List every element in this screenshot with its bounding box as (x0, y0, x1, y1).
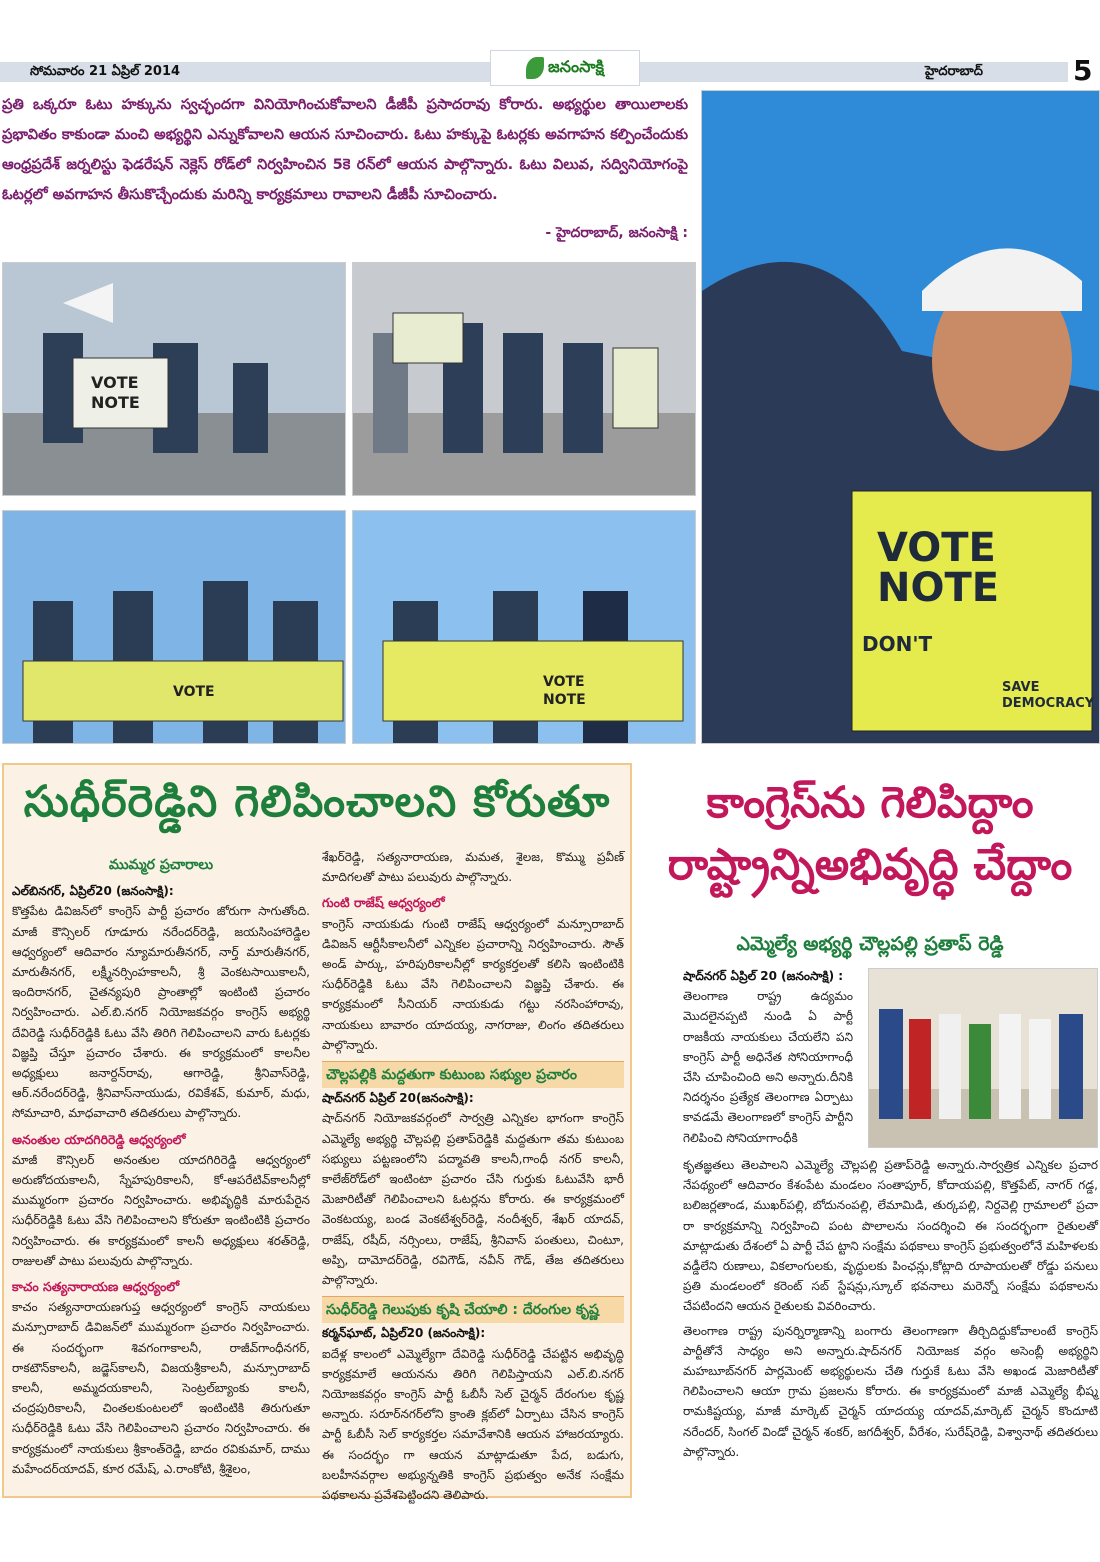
right-headline-1: కాంగ్రెస్‌ను గెలిపిద్దాం (706, 778, 1034, 828)
sign-save: SAVE (1002, 680, 1040, 695)
left-col2-para1: శేఖర్‌రెడ్డి, సత్యనారాయణ, మమత, శైలజ, కొమ్ము ప్రవీణ్ మాదిగలతో పాటు పలువురు పాల్గొన్నారు. (322, 850, 624, 885)
left-col2-para3: షాద్‌నగర్ నియోజకవర్గంలో సార్వత్రి ఎన్నికల భాగంగా కాంగ్రెస్ ఎమ్మెల్యే అభ్యర్థి చౌల్లపల్లి ప్రతాప్‌రెడ్డికి మద్దతుగా తమ కుటుంబ సభ్యులు పట్టణంలోని పద్మావతి కాలనీ,గాంధీ నగర్ కాలనీ, కాలేజ్‌రోడ్‌లో ఇంటింటా ప్రచారం చేసి గుర్తుకు ఓటువేసి భారీ మెజారిటీతో గెలిపించాలని ఓటర్లను కోరారు. ఈ కార్యక్రమంలో వెంకటయ్య, బండ వెంకటేశ్వర్‌రెడ్డి, నందీశ్వర్, శేఖర్ యాదవ్, రాజేష్, రషీద్, నర్సింలు, రాజేష్, శ్రీనివాస్ పంతులు, చింటూ, అప్పి, దామోదర్‌రెడ్డి, రవిగౌడ్, నవీన్ గౌడ్, తేజ తదితరులు పాల్గొన్నారు. (322, 1111, 624, 1288)
page-number: 5 (1073, 54, 1093, 87)
logo-text: జనంసాక్షి (548, 56, 604, 76)
photo-salute-1 (2, 510, 346, 744)
left-dateline-3: కర్మన్‌ఘాట్, ఏప్రిల్20 (జనంసాక్షి): (322, 1326, 486, 1341)
left-col1-subhead-2: అనంతుల యాదగిరిరెడ్డి ఆధ్వర్యంలో (12, 1131, 186, 1147)
sign-note: NOTE (91, 393, 140, 412)
left-dateline-2: షాద్‌నగర్ ఏప్రిల్ 20(జనంసాక్షి): (322, 1091, 474, 1106)
photo-salute-2 (352, 510, 696, 744)
sign-democracy: DEMOCRACY (1002, 696, 1095, 711)
left-dateline-1: ఎల్‌బినగర్, ఏప్రిల్20 (జనంసాక్షి): (12, 884, 174, 899)
right-dateline: షాద్‌నగర్ ఏప్రిల్ 20 (జనంసాక్షి) : (683, 969, 844, 983)
left-col1-para3: కాచం సత్యనారాయణగుప్త ఆధ్వర్యంలో కాంగ్రెస్ నాయకులు మన్సూరాబాద్ డివిజన్‌లో ముమ్మరంగా ప్రచారం నిర్వహించారు. ఈ సందర్భంగా శివగంగాకాలనీ, రాజీవ్‌గాంధీనగర్, రాకటౌన్‌కాలనీ, జడ్జెస్‌కాలనీ, విజయశ్రీకాలనీ, మన్సూరాబాద్ కాలనీ, అమ్మదయకాలనీ, సెంట్రల్‌బ్యాంకు కాలనీ, చంద్రపురికాలనీ, చింతలకుంటలలో ఇంటింటికి తిరుగుతూ సుధీర్‌రెడ్డికి ఓటు వేసి గెలిపించాలని ప్రచారం నిర్వహించారు. ఈ కార్యక్రమంలో నాయకులు శ్రీకాంత్‌రెడ్డి, బాదం రవికుమార్, దాము మహేందర్‌యాదవ్, కూర రమేష్, ఎ.రాంకోటి, శ్రీశైలం, (12, 1300, 310, 1476)
photo-run-1 (2, 262, 346, 496)
masthead (0, 48, 1100, 88)
left-col-2 (322, 847, 624, 1505)
newspaper-logo (490, 50, 640, 86)
left-col2-subhead-1: గుంటి రాజేష్ ఆధ్వర్యంలో (322, 895, 445, 911)
sign-vote: VOTE (91, 373, 139, 392)
photo-campaign-group (868, 968, 1098, 1148)
left-article (2, 763, 632, 1503)
issue-date: సోమవారం 21 ఏప్రిల్ 2014 (30, 64, 181, 79)
sign-vote: VOTE (877, 525, 996, 571)
left-col1-subhead-3: కాచం సత్యనారాయణ ఆధ్వర్యంలో (12, 1279, 180, 1295)
sign-dont: DON'T (862, 632, 933, 656)
left-subhead: ముమ్మర ప్రచారాలు (108, 857, 214, 873)
left-col2-para4: ఐదేళ్ల కాలంలో ఎమ్మెల్యేగా దేవిరెడ్డి సుధీర్‌రెడ్డి చేపట్టిన అభివృద్ధి కార్యక్రమాలే ఆయనను తిరిగి గెలిపిస్తాయని ఎల్.బి.నగర్ నియోజకవర్గం కాంగ్రెస్ పార్టీ ఓబీసీ సెల్ చైర్మన్ దేరంగుల కృష్ణ అన్నారు. సరూర్‌నగర్‌లోని క్రాంతి క్లబ్‌లో ఏర్పాటు చేసిన కాంగ్రెస్ పార్టీ ఓబీసీ సెల్ కార్యకర్తల సమావేశానికి ఆయన హాజరయ్యారు. ఈ సందర్భం గా ఆయన మాట్లాడుతూ పేద, బడుగు, బలహీనవర్గాల అభ్యున్నతికి కాంగ్రెస్ ప్రభుత్వం అనేక సంక్షేమ పథకాలను ప్రవేశపెట్టిందని తెలిపారు. (322, 1346, 624, 1503)
sign-note: NOTE (877, 565, 1000, 611)
sign-vote: VOTE (173, 684, 215, 700)
left-col1-para1: కొత్తపేట డివిజన్‌లో కాంగ్రెస్ పార్టీ ప్రచారం జోరుగా సాగుతోంది. మాజీ కౌన్సిలర్ గూడూరు నరేందర్‌రెడ్డి, జయసింహారెడ్డిల ఆధ్వర్యంలో ఆదివారం న్యూమారుతీనగర్, నార్త్ మారుతీనగర్, మారుతీనగర్, లక్ష్మీనర్సింహకాలనీ, శ్రీ వెంకటసాయికాలనీ, ఇందిరానగర్, చైతన్యపురి ప్రాంతాల్లో ఇంటింటి ప్రచారం నిర్వహించారు. ఎల్.బి.నగర్ నియోజకవర్గం కాంగ్రెస్ అభ్యర్థి దేవిరెడ్డి సుధీర్‌రెడ్డికి ఓటు వేసి తిరిగి గెలిపించాలని వారు ఓటర్లకు విజ్ఞప్తి చేస్తూ ప్రచారం చేశారు. ఈ కార్యక్రమంలో కాలనీల అధ్యక్షులు జనార్దన్‌రావు, ఆగారెడ్డి, శ్రీనివాస్‌రెడ్డి, ఆర్.నరేందర్‌రెడ్డి, శ్రీనివాస్‌నాయుడు, రవికేశవ్, కుమార్, మధు, సోమాచారి, మాధవాచారి తదితరులు పాల్గొన్నారు. (12, 904, 310, 1121)
left-col-1 (12, 855, 310, 1479)
right-headline-2: రాష్ట్రాన్నిఅభివృద్ధి చేద్దాం (667, 840, 1073, 890)
left-col2-para2: కాంగ్రెస్ నాయకుడు గుంటి రాజేష్ ఆధ్వర్యంలో మన్సూరాబాద్ డివిజన్ ఆర్టీసీకాలనీలో ఎన్నికల ప్రచారాన్ని నిర్వహించారు. సౌత్ అండ్ పార్కు, హరిపురికాలనీల్లో కార్యకర్తలతో కలిసి ఇంటింటికి సుధీర్‌రెడ్డికి ఓటు వేసి గెలిపించాలని విజ్ఞప్తి చేశారు. ఈ కార్యక్రమంలో సీనియర్ నాయకుడు గట్టు నరసింహారావు, నాయకులు బావారం యాదయ్య, నాగరాజు, లింగం తదితరులు పాల్గొన్నారు. (322, 916, 624, 1052)
left-col1-para2: మాజీ కౌన్సిలర్ అనంతుల యాదగిరిరెడ్డి ఆధ్వర్యంలో అరుణోదయకాలనీ, స్నేహపురికాలనీ, కో-ఆపరేటివ్‌కాలనీల్లో ముమ్మరంగా ప్రచారం నిర్వహించారు. అభివృద్ధికి మారుపేరైన సుధీర్‌రెడ్డికి ఓటు వేసి గెలిపించాలని కోరుతూ ఇంటింటికి ప్రచారం నిర్వహించారు. ఈ కార్యక్రమంలో కాలనీ అధ్యక్షులు శరత్‌రెడ్డి, రాజులతో పాటు పలువురు పాల్గొన్నారు. (12, 1152, 310, 1268)
right-col-para1: తెలంగాణ రాష్ట్ర ఉద్యమం మొదలైనప్పటి నుండి ఏ పార్టీ రాజకీయ నాయకులు చేయలేని పని కాంగ్రెస్ పార్టీ అధినేత సోనియాగాంధీ చేసి చూపించింది అని అన్నారు.దీనికి నిదర్శనం ప్రత్యేక తెలంగాణ ఏర్పాటు కావడమే తెలంగాణలో కాంగ్రెస్ పార్టీని గెలిపించి సోనియాగాంధీకి (683, 989, 853, 1145)
right-body (683, 1155, 1098, 1462)
left-headline: సుధీర్‌రెడ్డిని గెలిపించాలని కోరుతూ (23, 777, 611, 827)
sign-vote: VOTE (543, 674, 585, 690)
right-subhead: ఎమ్మెల్యే అభ్యర్థి చౌల్లపల్లి ప్రతాప్ రెడ్డి (736, 933, 1004, 955)
right-body-para2: తెలంగాణ రాష్ట్ర పునర్నిర్మాణాన్ని బంగారు తెలంగాణగా తీర్చిదిద్దుకోవాలంటే కాంగ్రెస్ పార్టీతోనే సాధ్యం అని అన్నారు.షాద్‌నగర్ నియోజక వర్గం అసెంబ్లీ అభ్యర్థిని మహబూబ్‌నగర్ పార్లమెంట్ అభ్యర్థులను చేతి గుర్తుకే ఓటు వేసి అఖండ మెజారిటీతో గెలిపించాలని ఆయా గ్రామ ప్రజలను కోరారు. ఈ కార్యక్రమంలో మాజీ ఎమ్మెల్యే భీష్మ రామకిష్టయ్య, మాజీ మార్కెట్ చైర్మన్ యాదయ్య యాదవ్,మార్కెట్ చైర్మన్ కొందూటి నరేందర్, సింగల్ విండో చైర్మన్ శంకర్, జగదీశ్వర్, వీరేశం, సురేష్‌రెడ్డి, విశ్వానాథ్ తదితరులు పాల్గొన్నారు. (683, 1323, 1098, 1459)
left-col2-boxhead-1: చౌల్లపల్లికి మద్దతుగా కుటుంబ సభ్యుల ప్రచారం (322, 1061, 624, 1088)
intro-credit: - హైదరాబాద్, జనంసాక్షి : (545, 225, 688, 241)
intro-paragraph: ప్రతి ఒక్కరూ ఓటు హక్కును స్వచ్ఛందగా వినియోగించుకోవాలని డీజీపీ ప్రసాదరావు కోరారు. అభ్యర్థుల తాయిలాలకు ప్రభావితం కాకుండా మంచి అభ్యర్థిని ఎన్నుకోవాలని ఆయన సూచించారు. ఓటు హక్కుపై ఓటర్లకు అవగాహన కల్పించేందుకు ఆంధ్రప్రదేశ్ జర్నలిస్టు ఫెడరేషన్ నెక్లెస్ రోడ్‌లో నిర్వహించిన 5కె రన్‌లో ఆయన పాల్గొన్నారు. ఓటు విలువ, సద్వినియోగంపై ఓటర్లలో అవగాహన తీసుకొచ్చేందుకు మరిన్ని కార్యక్రమాలు రావాలని డీజీపీ సూచించారు. (2, 96, 688, 203)
edition-city: హైదరాబాద్ (925, 64, 983, 79)
sign-note: NOTE (543, 692, 586, 708)
photo-run-2 (352, 262, 696, 496)
left-col2-boxhead-2: సుధీర్‌రెడ్డి గెలుపుకు కృషి చేయాలి : దేరంగుల కృష్ణ (322, 1296, 624, 1323)
right-col-narrow (683, 966, 853, 1148)
right-body-para1: కృతజ్ఞతలు తెలపాలని ఎమ్మెల్యే చౌల్లపల్లి ప్రతాప్‌రెడ్డి అన్నారు.సార్వత్రిక ఎన్నికల ప్రచార నేపథ్యంలో ఆదివారం కేశంపేట మండలం సంతాపూర్, కోదాయపల్లి, కొత్తపేట్, నాగర్ గడ్డ, బలిజర్లతాండ, ముఖర్‌పల్లి, బోదునంపల్లి, లేమామిడి, తుర్కపల్లి, నిర్దవెల్లి గ్రామాలలో ప్రచా రా కార్యక్రమాన్ని నిర్వహించి పంట పొలాలను సందర్శించి ఈ సందర్భంగా రైతులతో మాట్లాడుతు దేశంలో ఏ పార్టీ చేప ట్టాని సంక్షేమ పథకాలు కాంగ్రెస్ ప్రభుత్వంలోనే మహిళలకు వడ్డీలేని రుణాలు, వికలాంగులకు, వృద్ధులకు పింఛన్లు,కోట్లాది రూపాయలతో రోడ్డు పనులు ప్రతి మండలంలో కరెంట్ సబ్ స్టేషన్లు,స్కూల్ భవనాలు మరెన్నో సంక్షేమ పథకాలను చేపటిందని ఆయన రైతులకు వివరించారు. (683, 1158, 1098, 1314)
photo-dgp-salute (701, 90, 1100, 744)
leaf-icon (526, 57, 544, 79)
